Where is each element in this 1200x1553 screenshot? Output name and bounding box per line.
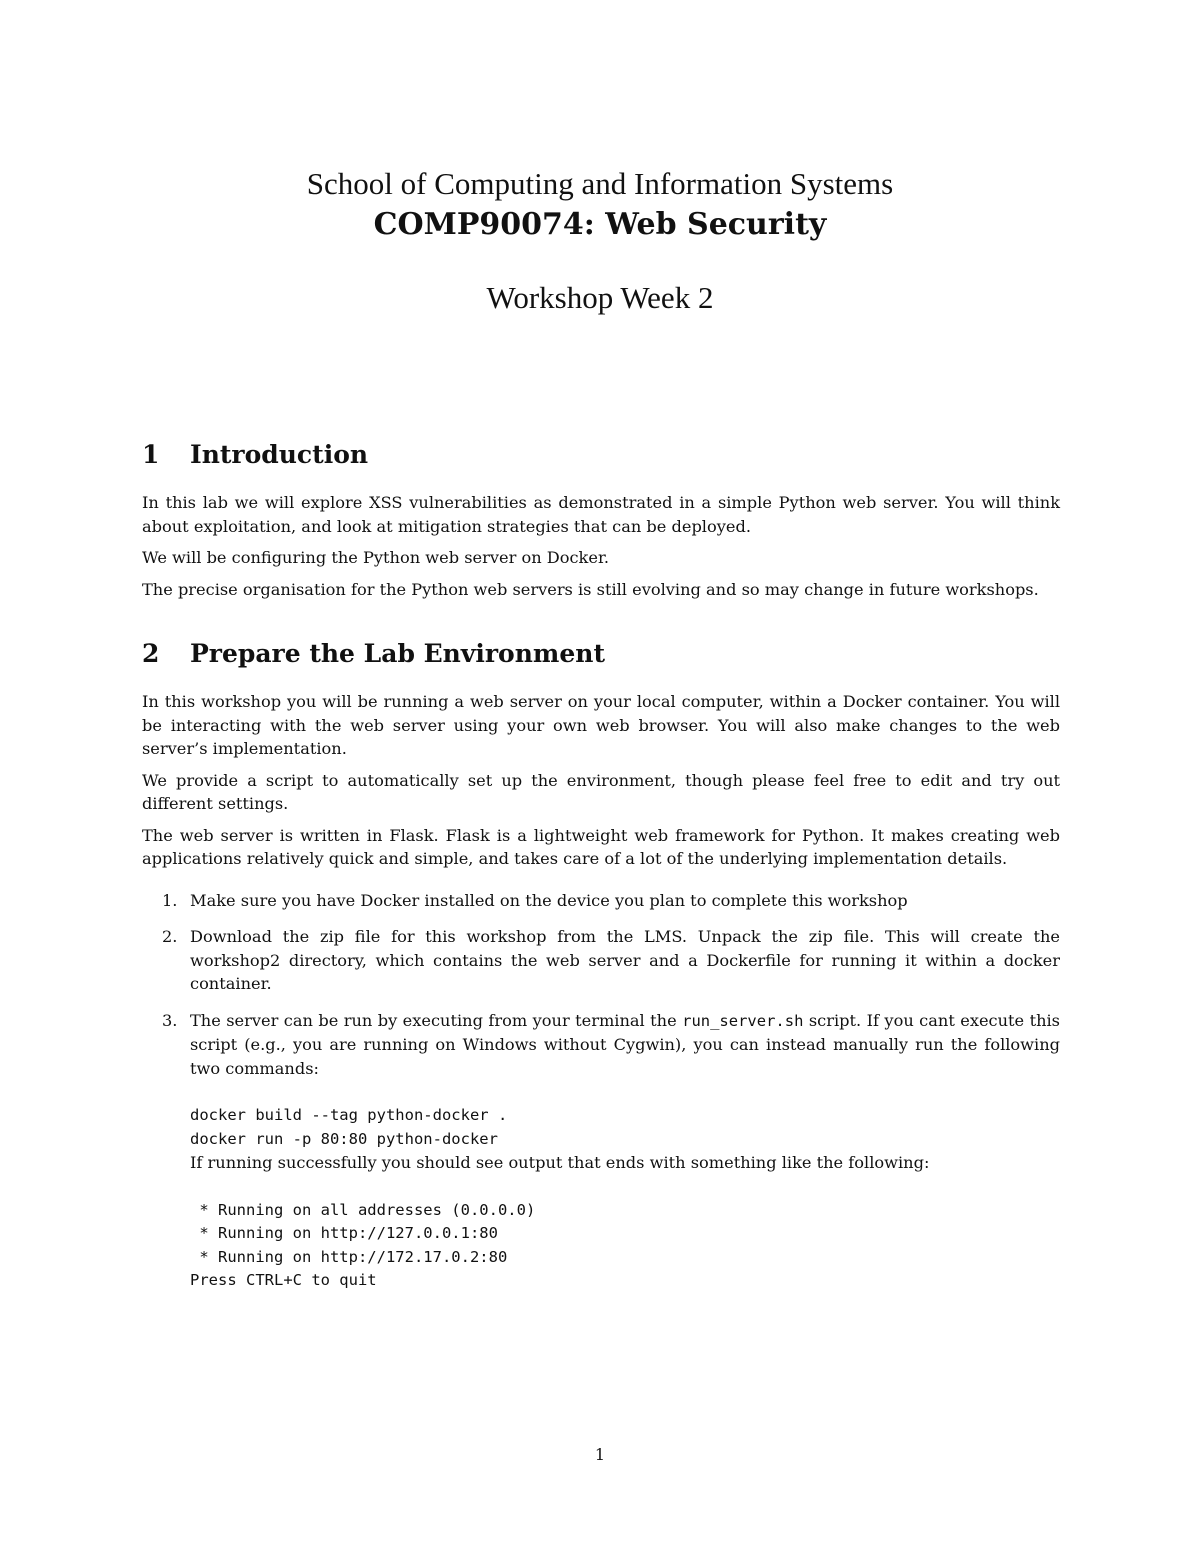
list-item xyxy=(142,1009,1060,1293)
lab-paragraph: In this workshop you will be running a web server on your local computer, within a Docker container. You will be interacting with the web server using your own web browser. You will also make changes to the web server’s implementation. xyxy=(142,692,1060,758)
lab-paragraph: The web server is written in Flask. Flask is a lightweight web framework for Python. It makes creating web applications relatively quick and simple, and takes care of a lot of the underlying implementation details. xyxy=(142,825,1060,868)
document-body xyxy=(142,440,1060,1306)
server-output-code-block: * Running on all addresses (0.0.0.0) * Running on http://127.0.0.1:80 * Running on http://172.17.0.2:80 Press CTRL+C to quit xyxy=(190,1200,536,1289)
list-item xyxy=(142,925,1060,996)
output-intro-text: If running successfully you should see output that ends with something like the following: xyxy=(190,1153,930,1172)
section-number: 2 xyxy=(142,639,160,668)
workshop-week: Workshop Week 2 xyxy=(486,280,714,315)
intro-paragraph: In this lab we will explore XSS vulnerabilities as demonstrated in a simple Python web server. You will think about exploitation, and look at mitigation strategies that can be deployed. xyxy=(142,493,1060,536)
script-name: run_server.sh xyxy=(682,1011,804,1030)
lab-paragraph: We provide a script to automatically set up the environment, though please feel free to edit and try out different settings. xyxy=(142,770,1060,813)
step-number: 3. xyxy=(162,1010,178,1030)
step-number: 2. xyxy=(162,927,178,946)
course-title: COMP90074: Web Security xyxy=(373,207,827,242)
section-title: Introduction xyxy=(190,440,369,469)
step-text-after: script. If you cant execute this script (e.g., you are running on Windows without Cygwin), you can instead manually run the following two commands: xyxy=(190,1010,1060,1078)
step-text: Make sure you have Docker installed on the device you plan to complete this workshop xyxy=(190,890,908,910)
section-heading-introduction xyxy=(142,440,1060,470)
list-item xyxy=(142,889,1060,913)
intro-paragraph: We will be configuring the Python web server on Docker. xyxy=(142,548,610,567)
section-title: Prepare the Lab Environment xyxy=(190,639,605,668)
docker-commands-code-block: docker build --tag python-docker . docker run -p 80:80 python-docker xyxy=(190,1106,508,1148)
step-number: 1. xyxy=(162,890,178,910)
section-heading-prepare-lab xyxy=(142,639,1060,669)
page-number: 1 xyxy=(594,1445,606,1464)
setup-steps-list xyxy=(142,889,1060,1293)
step-text xyxy=(190,1009,1060,1081)
school-name: School of Computing and Information Systems xyxy=(306,166,894,201)
intro-paragraph: The precise organisation for the Python web servers is still evolving and so may change in future workshops. xyxy=(142,579,1039,599)
section-number: 1 xyxy=(142,440,160,469)
step-text-before: The server can be run by executing from your terminal the xyxy=(190,1010,683,1030)
step-text: Download the zip file for this workshop from the LMS. Unpack the zip file. This will create the workshop2 directory, which contains the web server and a Dockerfile for running it within a docker container. xyxy=(190,927,1060,993)
